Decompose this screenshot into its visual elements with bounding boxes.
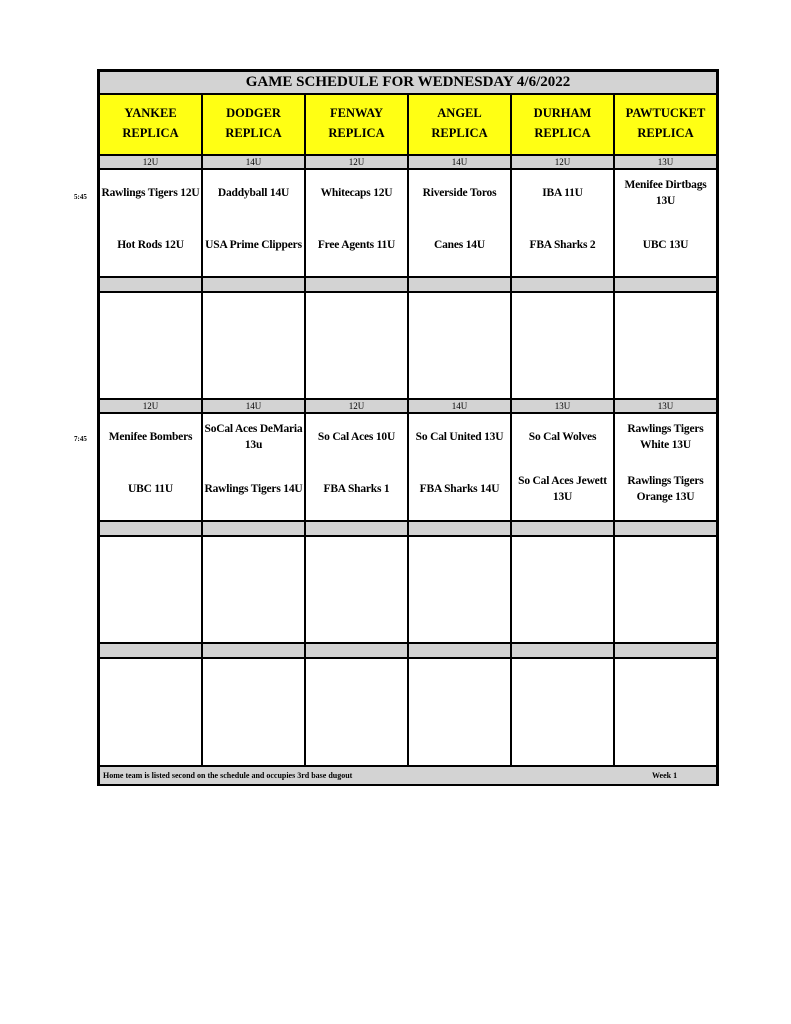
home-team: Hot Rods 12U [117,239,184,251]
field-sub: REPLICA [225,126,282,140]
empty-row [100,659,716,765]
empty-band [100,278,716,291]
field-header [306,95,407,154]
home-team: Free Agents 11U [317,239,396,251]
empty-row [100,293,716,398]
age-row [100,156,716,168]
age-cell: 12U [100,400,201,412]
field-header [203,95,304,154]
field-sub: REPLICA [431,126,488,140]
empty-row [100,537,716,642]
age-row [100,400,716,412]
home-team: So Cal Aces Jewett 13U [518,475,607,503]
field-name: DODGER [226,106,281,120]
age-cell: 12U [306,400,407,412]
away-team: Menifee Bombers [108,431,193,443]
field-header-row [100,95,716,154]
empty-band [100,644,716,657]
game-cell [512,414,613,520]
away-team: Rawlings Tigers White 13U [627,423,704,451]
age-cell: 13U [615,156,716,168]
game-cell [615,414,716,520]
age-cell: 12U [512,156,613,168]
field-sub: REPLICA [122,126,179,140]
field-header [615,95,716,154]
age-cell: 14U [203,156,304,168]
away-team: Menifee Dirtbags 13U [624,179,707,207]
game-row [100,170,716,276]
home-team: Rawlings Tigers Orange 13U [627,475,704,503]
footer-bar [100,767,716,784]
game-cell [409,414,510,520]
game-cell [203,170,304,276]
field-name: DURHAM [533,106,592,120]
away-team: So Cal United 13U [415,431,504,443]
game-cell [512,170,613,276]
away-team: Rawlings Tigers 12U [101,187,200,199]
time-slot-2: 7:45 [74,435,87,443]
game-cell [306,414,407,520]
home-team: FBA Sharks 1 [323,483,390,495]
age-cell: 14U [203,400,304,412]
field-name: YANKEE [124,106,177,120]
game-cell [615,170,716,276]
field-header [100,95,201,154]
field-name: ANGEL [437,106,482,120]
field-name: FENWAY [329,106,384,120]
away-team: So Cal Aces 10U [317,431,396,443]
away-team: IBA 11U [542,187,583,199]
home-team: USA Prime Clippers [205,239,302,251]
away-team: So Cal Wolves [528,431,597,443]
away-team: SoCal Aces DeMaria 13u [204,423,303,451]
age-cell: 14U [409,400,510,412]
game-cell [100,170,201,276]
game-cell [409,170,510,276]
age-cell: 12U [306,156,407,168]
home-team: FBA Sharks 14U [419,483,500,495]
field-sub: REPLICA [328,126,385,140]
field-header [512,95,613,154]
home-team: Rawlings Tigers 14U [204,483,303,495]
schedule-table [97,69,719,786]
field-header [409,95,510,154]
week-label: Week 1 [652,771,678,780]
game-cell [203,414,304,520]
game-cell [100,414,201,520]
away-team: Whitecaps 12U [320,187,393,199]
home-team: UBC 11U [128,483,173,495]
age-cell: 14U [409,156,510,168]
away-team: Riverside Toros [422,187,497,199]
field-name: PAWTUCKET [625,106,706,120]
schedule-title: GAME SCHEDULE FOR WEDNESDAY 4/6/2022 [100,72,716,93]
field-sub: REPLICA [534,126,591,140]
away-team: Daddyball 14U [217,187,290,199]
field-sub: REPLICA [637,126,694,140]
home-team: UBC 13U [642,239,689,251]
footer-note: Home team is listed second on the schedule and occupies 3rd base dugout [103,771,353,780]
home-team: FBA Sharks 2 [529,239,596,251]
age-cell: 13U [512,400,613,412]
home-team: Canes 14U [434,239,485,251]
game-row [100,414,716,520]
age-cell: 13U [615,400,716,412]
age-cell: 12U [100,156,201,168]
time-slot-1: 5:45 [74,193,87,201]
game-cell [306,170,407,276]
empty-band [100,522,716,535]
